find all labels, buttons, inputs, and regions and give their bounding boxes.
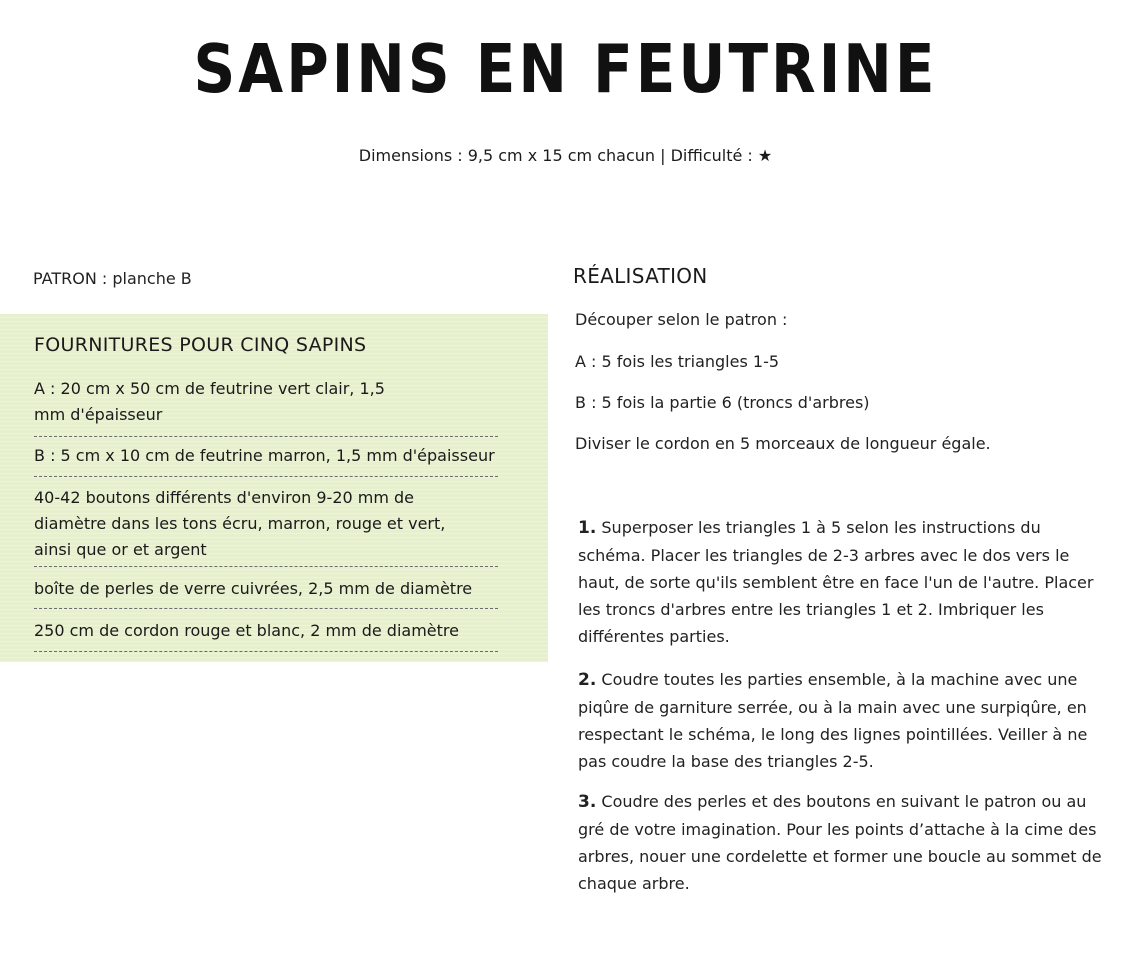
page-title: SAPINS EN FEUTRINE bbox=[193, 30, 938, 109]
cutting-line-b: B : 5 fois la partie 6 (troncs d'arbres) bbox=[575, 393, 870, 412]
supplies-title: FOURNITURES POUR CINQ SAPINS bbox=[34, 334, 367, 356]
realisation-title: RÉALISATION bbox=[573, 264, 708, 288]
step-number: 1. bbox=[578, 518, 597, 538]
supply-item: B : 5 cm x 10 cm de feutrine marron, 1,5 mm d'épaisseur bbox=[34, 446, 495, 465]
step-1 bbox=[578, 514, 1108, 650]
cutting-line-a: A : 5 fois les triangles 1-5 bbox=[575, 352, 780, 371]
dashed-divider bbox=[34, 608, 498, 609]
patron-reference: PATRON : planche B bbox=[33, 269, 192, 288]
step-number: 2. bbox=[578, 670, 597, 690]
step-number: 3. bbox=[578, 792, 597, 812]
cord-instruction: Diviser le cordon en 5 morceaux de longueur égale. bbox=[575, 434, 991, 453]
step-text: Coudre toutes les parties ensemble, à la machine avec une piqûre de garniture serrée, ou à la main avec une surpiqûre, en respectant le schéma, le long des lignes pointillées. Veiller à ne pas coudre la base des triangles 2-5. bbox=[578, 670, 1088, 771]
step-text: Coudre des perles et des boutons en suivant le patron ou au gré de votre imagination. Pour les points d’attache à la cime des arbres, nouer une cordelette et former une boucle au sommet de chaque arbre. bbox=[578, 792, 1102, 893]
step-3 bbox=[578, 788, 1108, 897]
dashed-divider bbox=[34, 436, 498, 437]
supply-item: boîte de perles de verre cuivrées, 2,5 mm de diamètre bbox=[34, 579, 473, 598]
supply-item: 250 cm de cordon rouge et blanc, 2 mm de diamètre bbox=[34, 621, 459, 640]
step-2 bbox=[578, 666, 1108, 775]
dashed-divider bbox=[34, 566, 498, 567]
cutting-intro: Découper selon le patron : bbox=[575, 310, 788, 329]
supply-item: 40-42 boutons différents d'environ 9-20 mm de diamètre dans les tons écru, marron, rouge et vert, ainsi que or et argent bbox=[34, 488, 446, 559]
step-text: Superposer les triangles 1 à 5 selon les instructions du schéma. Placer les triangles de 2-3 arbres avec le dos vers le haut, de sorte qu'ils semblent être en face l'un de l'autre. Placer les troncs d'arbres entre les triangles 1 et 2. Imbriquer les différentes parties. bbox=[578, 518, 1094, 646]
dimensions-difficulty: Dimensions : 9,5 cm x 15 cm chacun | Difficulté : ★ bbox=[358, 146, 773, 165]
dashed-divider bbox=[34, 651, 498, 652]
supply-item: A : 20 cm x 50 cm de feutrine vert clair, 1,5 mm d'épaisseur bbox=[34, 379, 385, 424]
dashed-divider bbox=[34, 476, 498, 477]
